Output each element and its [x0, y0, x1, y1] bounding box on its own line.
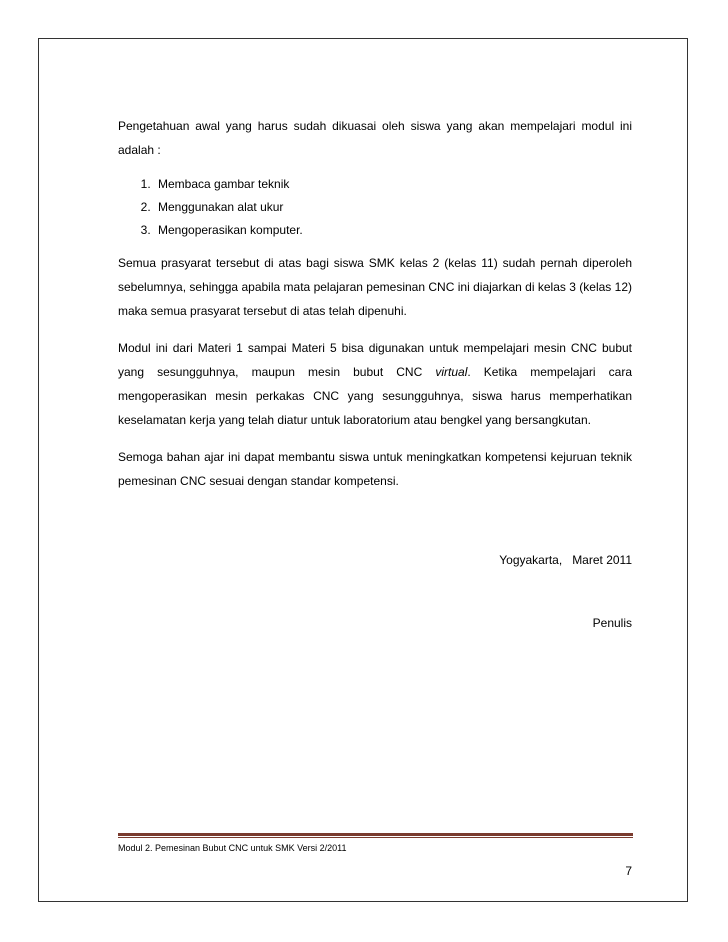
footer-rule-thin [118, 837, 633, 838]
footer-module-title: Modul 2. Pemesinan Bubut CNC untuk SMK Versi 2/2011 [118, 843, 347, 853]
paragraph-modul-text-1: Modul ini dari Materi 1 sampai Materi 5 bisa digunakan untuk mempelajari mesin CNC bubut yang sesungguhnya, maupun mesin bubut CNC [118, 341, 632, 379]
prerequisite-list [118, 173, 632, 242]
list-item: 2. Menggunakan alat ukur [154, 196, 632, 219]
paragraph-modul-text-2: . Ketika mempelajari cara mengoperasikan mesin perkakas CNC yang sesungguhnya, siswa harus memperhatikan keselamatan kerja yang telah diatur untuk laboratorium atau bengkel yang bersangkutan. [118, 365, 633, 427]
paragraph-prasyarat: Semua prasyarat tersebut di atas bagi siswa SMK kelas 2 (kelas 11) sudah pernah diperoleh sebelumnya, sehingga apabila mata pelajaran pemesinan CNC ini diajarkan di kelas 3 (kelas 12) maka semua prasyarat tersebut di atas telah dipenuhi. [118, 256, 632, 318]
intro-paragraph: Pengetahuan awal yang harus sudah dikuasai oleh siswa yang akan mempelajari modul ini adalah : [118, 119, 632, 157]
page-number: 7 [625, 864, 632, 878]
paragraph-modul [118, 336, 632, 432]
paragraph-semoga: Semoga bahan ajar ini dapat membantu siswa untuk meningkatkan kompetensi kejuruan teknik pemesinan CNC sesuai dengan standar kompetensi. [118, 450, 632, 488]
author-signature: Penulis [592, 616, 632, 630]
virtual-emphasis: virtual [435, 365, 468, 379]
list-item: 1. Membaca gambar teknik [154, 173, 632, 196]
place-date: Yogyakarta, Maret 2011 [499, 553, 632, 567]
page-content [118, 114, 633, 630]
footer-rule-thick [118, 833, 633, 836]
list-item: 3. Mengoperasikan komputer. [154, 219, 632, 242]
